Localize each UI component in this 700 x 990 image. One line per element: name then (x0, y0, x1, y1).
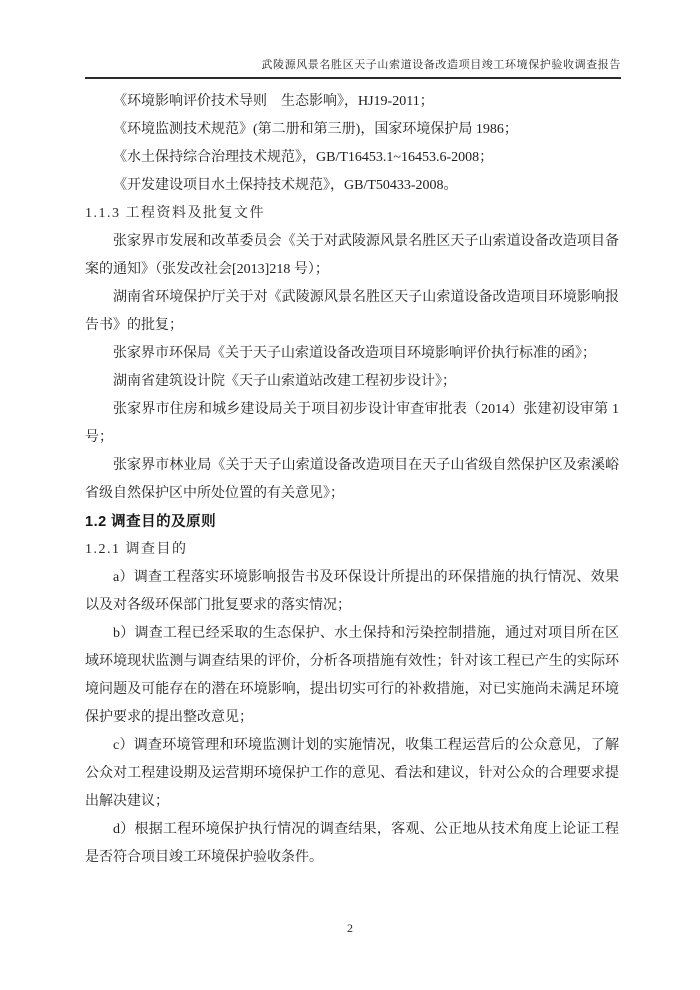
header-title: 武陵源风景名胜区天子山索道设备改造项目竣工环境保护验收调查报告 (261, 59, 621, 71)
paragraph: 湖南省建筑设计院《天子山索道站改建工程初步设计》； (113, 374, 456, 389)
section-heading-1-1-3: 1.1.3 工程资料及批复文件 (85, 206, 265, 221)
paragraph: 张家界市环保局《关于天子山索道设备改造项目环境影响评价执行标准的函》； (113, 346, 596, 361)
paragraph: a）调查工程落实环境影响报告书及环保设计所提出的环保措施的执行情况、效果以及对各级环保部门批复要求的落实情况； (85, 570, 619, 613)
paragraph: d）根据工程环境保护执行情况的调查结果，客观、公正地从技术角度上论证工程是否符合项目竣工环境保护验收条件。 (85, 822, 619, 865)
reference-item: 《水土保持综合治理技术规范》，GB/T16453.1~16453.6-2008； (113, 150, 494, 165)
paragraph: 张家界市发展和改革委员会《关于对武陵源风景名胜区天子山索道设备改造项目备案的通知》（张发改社会[2013]218 号）； (85, 234, 619, 277)
reference-item: 《环境监测技术规范》(第二册和第三册)，国家环境保护局 1986； (113, 122, 518, 137)
section-heading-1-2-1: 1.2.1 调查目的 (85, 542, 188, 557)
paragraph: b）调查工程已经采取的生态保护、水土保持和污染控制措施，通过对项目所在区域环境现状监测与调查结果的评价，分析各项措施有效性；针对该工程已产生的实际环境问题及可能存在的潜在环境影响，提出切实可行的补救措施，对已实施尚未满足环境保护要求的提出整改意见； (85, 626, 619, 725)
page-number: 2 (347, 921, 353, 935)
paragraph: 湖南省环境保护厅关于对《武陵源风景名胜区天子山索道设备改造项目环境影响报告书》的批复； (85, 290, 619, 333)
document-body (85, 88, 619, 872)
paragraph: 张家界市林业局《关于天子山索道设备改造项目在天子山省级自然保护区及索溪峪省级自然保护区中所处位置的有关意见》； (85, 458, 619, 501)
reference-item: 《环境影响评价技术导则 生态影响》，HJ19-2011； (113, 94, 434, 109)
page-header (85, 56, 621, 79)
paragraph: c）调查环境管理和环境监测计划的实施情况，收集工程运营后的公众意见，了解公众对工程建设期及运营期环境保护工作的意见、看法和建议，针对公众的合理要求提出解决建议； (85, 738, 619, 809)
reference-item: 《开发建设项目水土保持技术规范》，GB/T50433-2008。 (113, 178, 458, 193)
section-heading-1-2: 1.2 调查目的及原则 (85, 514, 217, 530)
paragraph: 张家界市住房和城乡建设局关于项目初步设计审查审批表（2014）张建初设审第 1 号； (85, 402, 619, 445)
